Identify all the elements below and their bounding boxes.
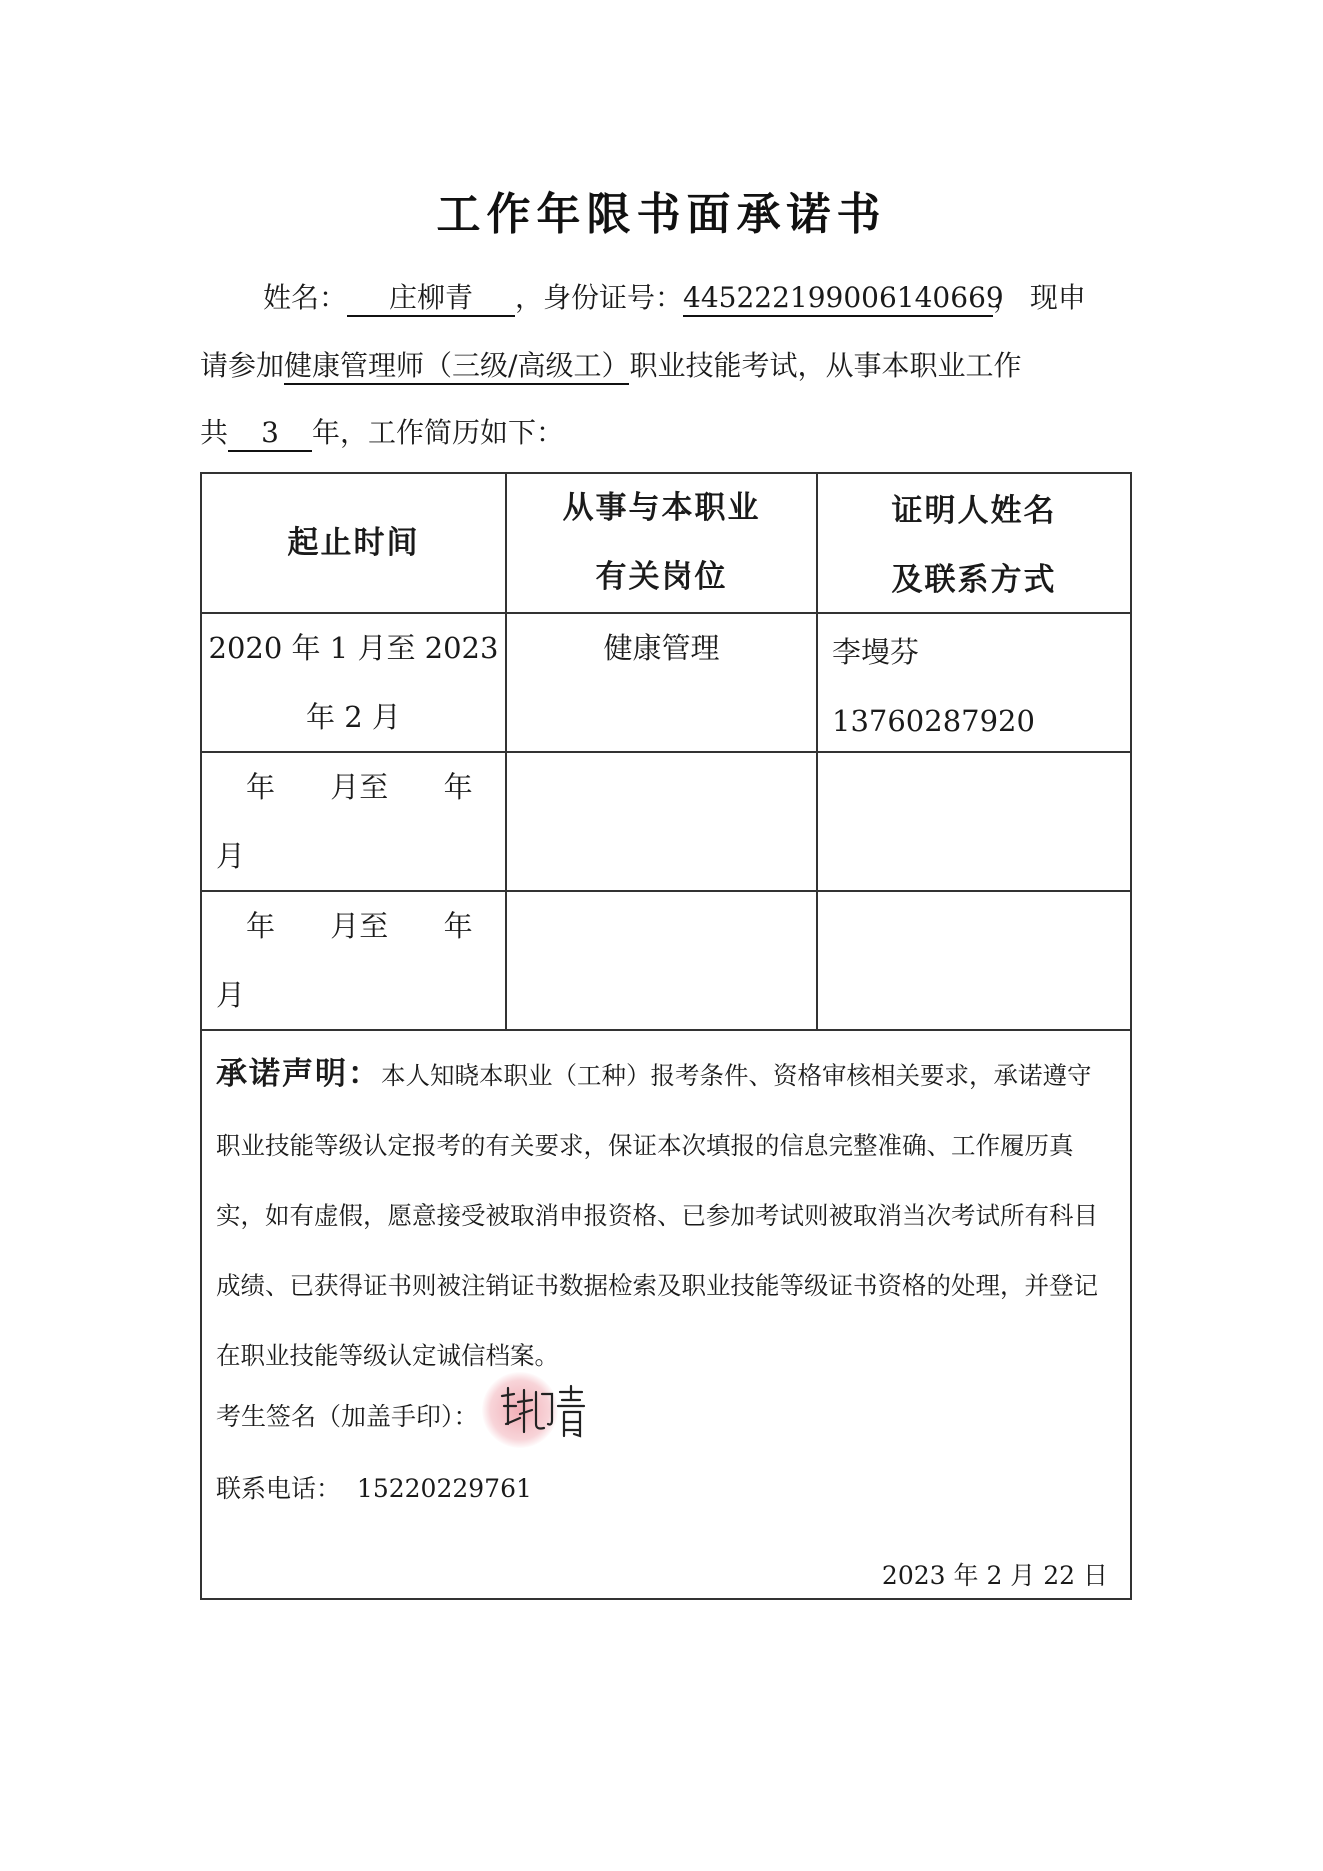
- work-years: 3: [228, 416, 312, 452]
- period-line: 月: [216, 839, 246, 873]
- intro-line-1: [263, 276, 1086, 317]
- header-period: 起止时间: [287, 525, 420, 561]
- signature-row: [216, 1397, 479, 1433]
- intro-continue: ， 现申: [993, 281, 1086, 314]
- sign-date: 2023 年 2 月 22 日: [881, 1561, 1108, 1590]
- name-label: 姓名：: [263, 281, 348, 314]
- period-line: 2020 年 1 月至 2023: [208, 631, 499, 665]
- apply-prefix: 请参加: [200, 349, 285, 382]
- table-row: [202, 753, 505, 890]
- intro-line-2: [200, 344, 1021, 385]
- table-row: [202, 614, 505, 751]
- phone-number: 15220229761: [356, 1474, 532, 1503]
- statement-label: 承诺声明：: [216, 1056, 381, 1092]
- total-suffix: 年，工作简历如下：: [312, 416, 565, 449]
- header-witness: 证明人姓名 及联系方式: [891, 493, 1057, 598]
- work-history-table: [200, 472, 1132, 1600]
- period-line: 年 2 月: [306, 700, 401, 734]
- witness-cell: 李墁芬 13760287920: [832, 635, 1035, 738]
- position-cell: 健康管理: [603, 631, 720, 665]
- commitment-statement: [216, 1039, 1111, 1391]
- applicant-name: 庄柳青: [347, 281, 515, 317]
- intro-line-3: [200, 411, 564, 452]
- handwritten-signature: [498, 1384, 590, 1440]
- signature-label: 考生签名（加盖手印）：: [216, 1402, 479, 1431]
- phone-row: [216, 1469, 532, 1505]
- table-row: [202, 892, 505, 1029]
- statement-text: 本人知晓本职业（工种）报考条件、资格审核相关要求，承诺遵守职业技能等级认定报考的有关要求，保证本次填报的信息完整准确、工作履历真实，如有虚假，愿意接受被取消申报资格、已参加考试则被取消当次考试所有科目成绩、已获得证书则被注销证书数据检索及职业技能等级证书资格的处理，并登记在职业技能等级认定诚信档案。: [216, 1061, 1098, 1370]
- occupation: 健康管理师（三级/高级工）: [284, 349, 629, 385]
- id-number: 445222199006140669: [683, 281, 993, 317]
- period-line: 年 月至 年: [246, 909, 473, 943]
- document-title: 工作年限书面承诺书: [436, 189, 887, 240]
- header-position: 从事与本职业 有关岗位: [562, 490, 761, 595]
- id-label: ，身份证号：: [515, 281, 684, 314]
- period-line: 月: [216, 978, 246, 1012]
- period-line: 年 月至 年: [246, 770, 473, 804]
- total-prefix: 共: [200, 416, 229, 449]
- phone-label: 联系电话：: [216, 1474, 342, 1503]
- apply-suffix: 职业技能考试，从事本职业工作: [629, 349, 1022, 382]
